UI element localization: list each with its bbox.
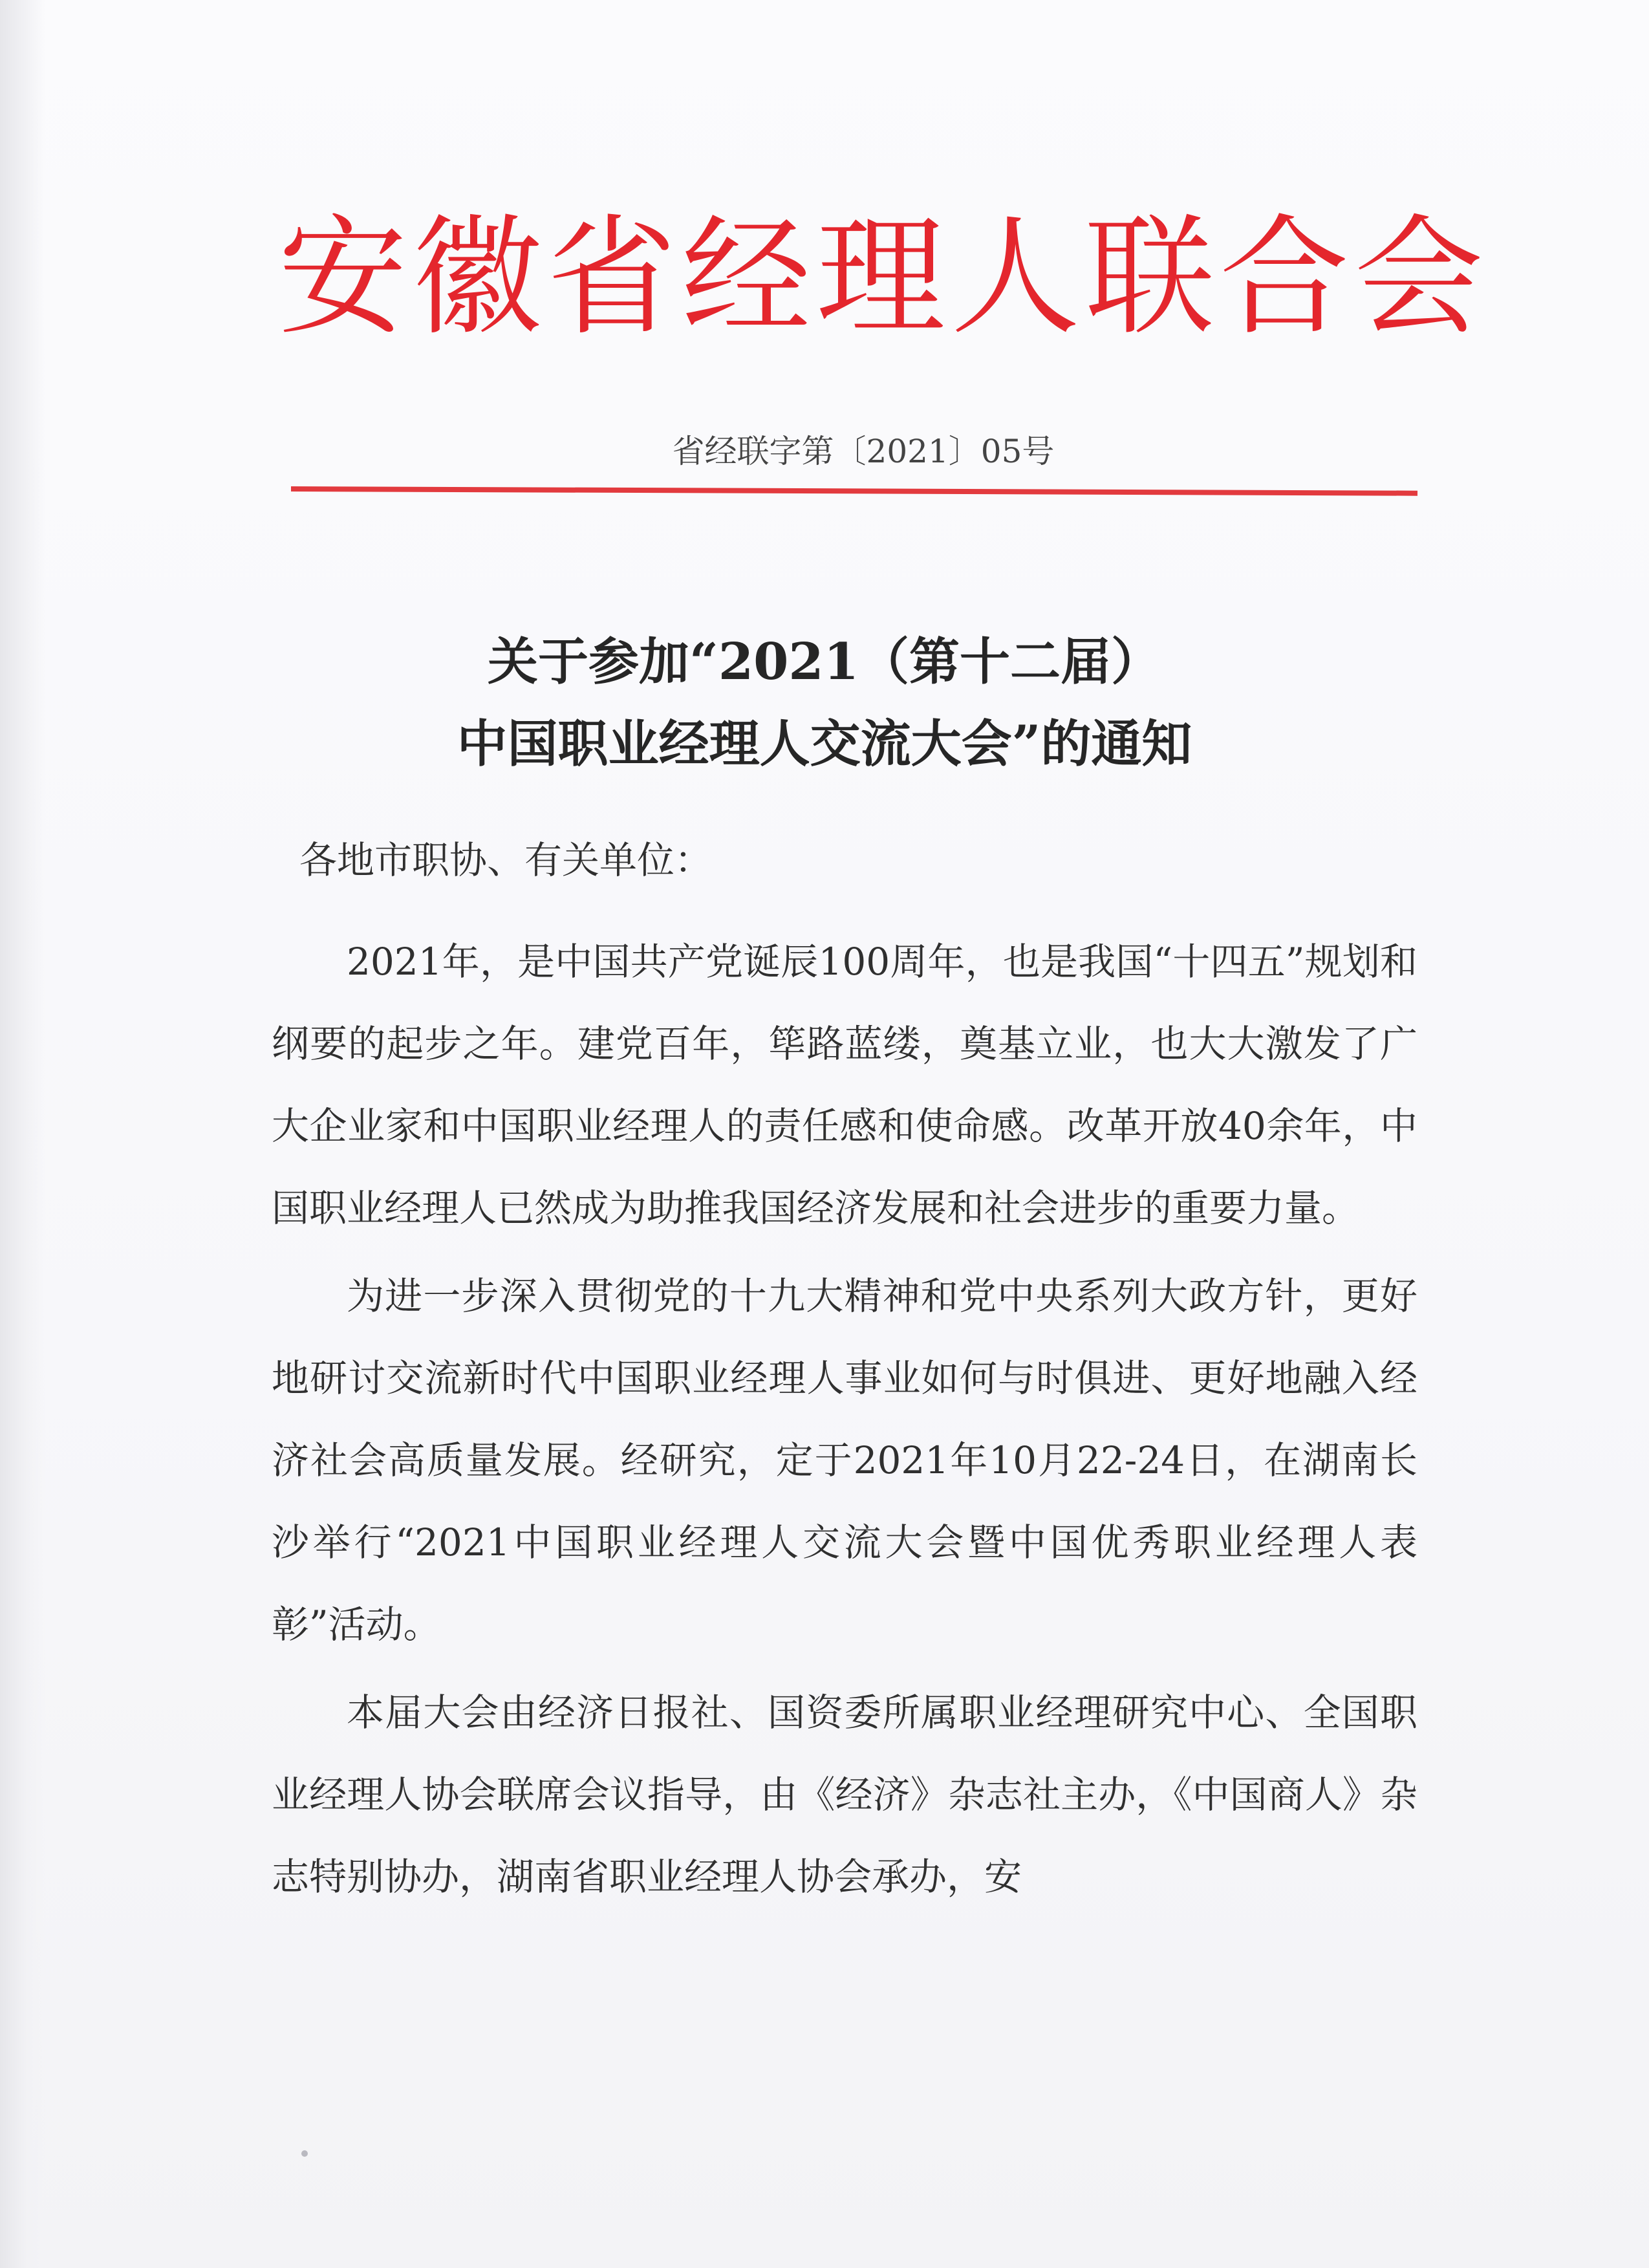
notice-title-line-2: 中国职业经理人交流大会”的通知 [457, 715, 1192, 773]
paragraph-3: 本届大会由经济日报社、国资委所属职业经理研究中心、全国职业经理人协会联席会议指导，由《经济》杂志社主办，《中国商人》杂志特别协办，湖南省职业经理人协会承办，安 [272, 1690, 1417, 1899]
salutation: 各地市职协、有关单位： [299, 838, 713, 882]
notice-title-line-1: 关于参加“2021（第十二届） [488, 632, 1161, 691]
body-text [272, 921, 1417, 1918]
scan-speck [301, 2150, 308, 2157]
paragraph-1: 2021年，是中国共产党诞辰100周年，也是我国“十四五”规划和纲要的起步之年。建党百年，筚路蓝缕，奠基立业，也大大激发了广大企业家和中国职业经理人的责任感和使命感。改革开放40余年，中国职业经理人已然成为助推我国经济发展和社会进步的重要力量。 [272, 940, 1417, 1230]
scan-shadow-edge [0, 0, 45, 2268]
paragraph-2: 为进一步深入贯彻党的十九大精神和党中央系列大政方针，更好地研讨交流新时代中国职业经理人事业如何与时俱进、更好地融入经济社会高质量发展。经研究，定于2021年10月22-24日，在湖南长沙举行“2021中国职业经理人交流大会暨中国优秀职业经理人表彰”活动。 [272, 1274, 1417, 1647]
letterhead-title: 安徽省经理人联合会 [278, 202, 1489, 353]
notice-title [246, 621, 1403, 785]
document-number: 省经联字第〔2021〕05号 [672, 433, 1055, 470]
